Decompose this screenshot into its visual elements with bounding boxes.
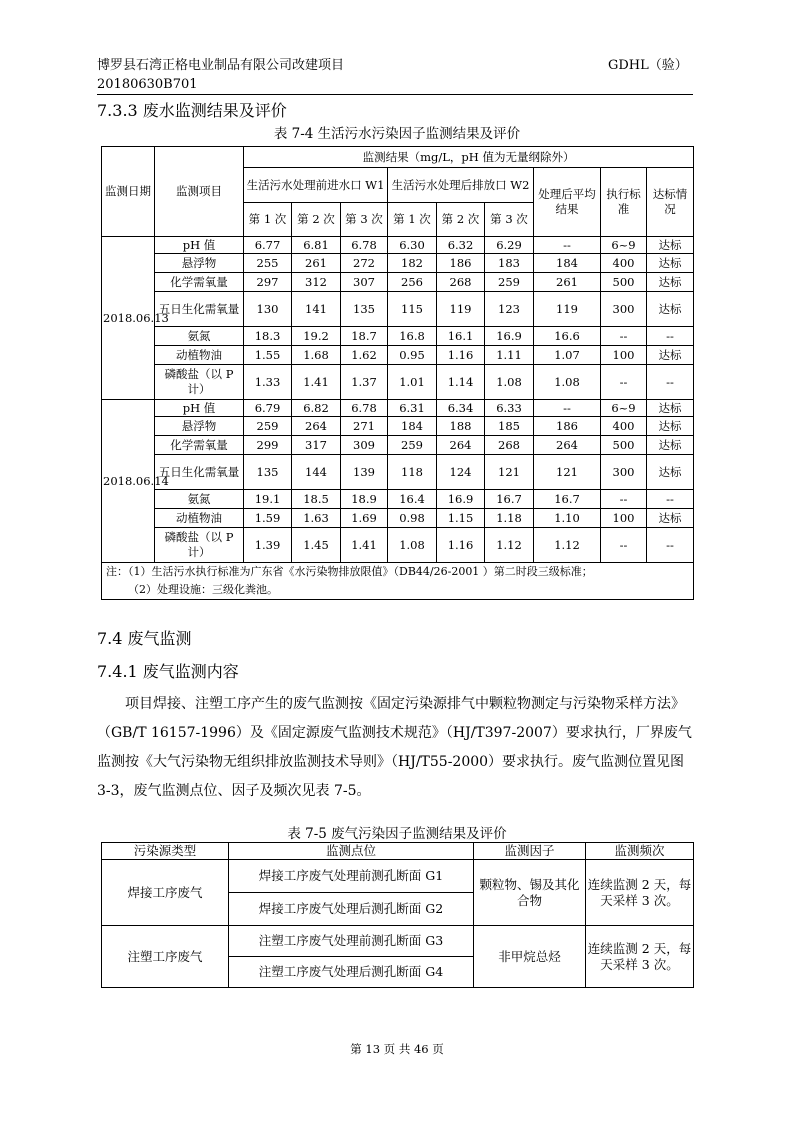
value-cell: 19.1 bbox=[244, 490, 292, 509]
item-cell: 五日生化需氧量 bbox=[155, 292, 244, 327]
molding-frequency: 连续监测 2 天，每天采样 3 次。 bbox=[586, 926, 694, 988]
item-cell: 化学需氧量 bbox=[155, 273, 244, 292]
value-cell: 6.32 bbox=[437, 237, 485, 254]
value-cell: 达标 bbox=[647, 417, 694, 436]
value-cell: 1.62 bbox=[341, 346, 388, 365]
value-cell: 115 bbox=[388, 292, 437, 327]
value-cell: -- bbox=[647, 490, 694, 509]
value-cell: 121 bbox=[534, 455, 601, 490]
page-footer: 第 13 页 共 46 页 bbox=[350, 1042, 444, 1056]
table1-note bbox=[102, 563, 694, 600]
item-cell: 悬浮物 bbox=[155, 254, 244, 273]
value-cell: 6.78 bbox=[341, 400, 388, 417]
value-cell: 0.98 bbox=[388, 509, 437, 528]
header-standard: 执行标准 bbox=[601, 168, 647, 237]
value-cell: 6.31 bbox=[388, 400, 437, 417]
note-line-1: 注：（1）生活污水执行标准为广东省《水污染物排放限值》（DB44/26-2001 ）第二时段三级标准； bbox=[106, 565, 593, 578]
value-cell: 1.69 bbox=[341, 509, 388, 528]
value-cell: 1.12 bbox=[534, 528, 601, 563]
value-cell: 256 bbox=[388, 273, 437, 292]
value-cell: 141 bbox=[292, 292, 341, 327]
value-cell: 135 bbox=[341, 292, 388, 327]
welding-factor: 颗粒物、锡及其化合物 bbox=[474, 860, 586, 926]
t2-header-frequency: 监测频次 bbox=[586, 843, 694, 860]
value-cell: 16.7 bbox=[485, 490, 534, 509]
table-row bbox=[102, 365, 694, 400]
value-cell: 312 bbox=[292, 273, 341, 292]
section-heading-7-4: 7.4 废气监测 bbox=[97, 629, 192, 648]
date-cell: 2018.06.14 bbox=[102, 400, 155, 563]
header-average: 处理后平均结果 bbox=[534, 168, 601, 237]
table-row bbox=[102, 490, 694, 509]
molding-factor: 非甲烷总烃 bbox=[474, 926, 586, 988]
value-cell: 186 bbox=[437, 254, 485, 273]
value-cell: 123 bbox=[485, 292, 534, 327]
value-cell: 1.07 bbox=[534, 346, 601, 365]
header-date: 监测日期 bbox=[102, 147, 155, 237]
value-cell: 272 bbox=[341, 254, 388, 273]
note-line-2: （2）处理设施：三级化粪池。 bbox=[128, 583, 278, 596]
value-cell: 0.95 bbox=[388, 346, 437, 365]
item-cell: pH 值 bbox=[155, 400, 244, 417]
value-cell: 达标 bbox=[647, 292, 694, 327]
value-cell: 达标 bbox=[647, 455, 694, 490]
value-cell: 118 bbox=[388, 455, 437, 490]
value-cell: 144 bbox=[292, 455, 341, 490]
date-cell: 2018.06.13 bbox=[102, 237, 155, 400]
value-cell: 297 bbox=[244, 273, 292, 292]
value-cell: 299 bbox=[244, 436, 292, 455]
value-cell: 18.3 bbox=[244, 327, 292, 346]
value-cell: 达标 bbox=[647, 254, 694, 273]
value-cell: 271 bbox=[341, 417, 388, 436]
item-cell: 动植物油 bbox=[155, 346, 244, 365]
value-cell: 259 bbox=[244, 417, 292, 436]
table-row bbox=[102, 254, 694, 273]
header-item: 监测项目 bbox=[155, 147, 244, 237]
value-cell: 19.2 bbox=[292, 327, 341, 346]
header-time-3: 第 3 次 bbox=[485, 203, 534, 237]
table-row bbox=[102, 436, 694, 455]
value-cell: 1.16 bbox=[437, 346, 485, 365]
value-cell: 16.1 bbox=[437, 327, 485, 346]
value-cell: -- bbox=[534, 237, 601, 254]
item-cell: pH 值 bbox=[155, 237, 244, 254]
value-cell: 6.34 bbox=[437, 400, 485, 417]
value-cell: 400 bbox=[601, 254, 647, 273]
header-w2: 生活污水处理后排放口 W2 bbox=[388, 168, 534, 203]
item-cell: 磷酸盐（以 P 计） bbox=[155, 365, 244, 400]
value-cell: 16.9 bbox=[485, 327, 534, 346]
value-cell: 130 bbox=[244, 292, 292, 327]
value-cell: 6.82 bbox=[292, 400, 341, 417]
value-cell: 184 bbox=[534, 254, 601, 273]
wastewater-table bbox=[101, 146, 694, 600]
value-cell: -- bbox=[601, 365, 647, 400]
value-cell: 1.45 bbox=[292, 528, 341, 563]
value-cell: 500 bbox=[601, 273, 647, 292]
value-cell: 6.81 bbox=[292, 237, 341, 254]
value-cell: 1.12 bbox=[485, 528, 534, 563]
value-cell: 139 bbox=[341, 455, 388, 490]
value-cell: 268 bbox=[437, 273, 485, 292]
value-cell: 1.08 bbox=[534, 365, 601, 400]
item-cell: 氨氮 bbox=[155, 490, 244, 509]
item-cell: 动植物油 bbox=[155, 509, 244, 528]
value-cell: 1.41 bbox=[341, 528, 388, 563]
value-cell: -- bbox=[534, 400, 601, 417]
value-cell: 达标 bbox=[647, 346, 694, 365]
value-cell: 264 bbox=[292, 417, 341, 436]
t2-header-source: 污染源类型 bbox=[102, 843, 229, 860]
welding-point-g1: 焊接工序废气处理前测孔断面 G1 bbox=[229, 860, 474, 893]
table-row bbox=[102, 400, 694, 417]
value-cell: 1.15 bbox=[437, 509, 485, 528]
paragraph-text: 项目焊接、注塑工序产生的废气监测按《固定污染源排气中颗粒物测定与污染物采样方法》（GB/T 16157-1996）及《固定源废气监测技术规范》（HJ/T397-2007）要求执行，厂界废气监测按《大气污染物无组织排放监测技术导则》（HJ/T55-2000）要求执行。废气监测位置见图 3-3，废气监测点位、因子及频次见表 7-5。 bbox=[97, 696, 692, 799]
value-cell: 124 bbox=[437, 455, 485, 490]
header-rule bbox=[97, 94, 693, 95]
value-cell: 183 bbox=[485, 254, 534, 273]
value-cell: 309 bbox=[341, 436, 388, 455]
t2-header-factor: 监测因子 bbox=[474, 843, 586, 860]
value-cell: 16.6 bbox=[534, 327, 601, 346]
table-row bbox=[102, 346, 694, 365]
value-cell: 18.7 bbox=[341, 327, 388, 346]
value-cell: 259 bbox=[485, 273, 534, 292]
value-cell: 1.37 bbox=[341, 365, 388, 400]
value-cell: 1.08 bbox=[485, 365, 534, 400]
value-cell: 268 bbox=[485, 436, 534, 455]
value-cell: 6.33 bbox=[485, 400, 534, 417]
value-cell: 18.5 bbox=[292, 490, 341, 509]
value-cell: 186 bbox=[534, 417, 601, 436]
t2-header-point: 监测点位 bbox=[229, 843, 474, 860]
welding-point-g2: 焊接工序废气处理后测孔断面 G2 bbox=[229, 893, 474, 926]
value-cell: 264 bbox=[534, 436, 601, 455]
table-row bbox=[102, 237, 694, 254]
value-cell: -- bbox=[601, 528, 647, 563]
value-cell: 1.08 bbox=[388, 528, 437, 563]
value-cell: 119 bbox=[534, 292, 601, 327]
value-cell: 185 bbox=[485, 417, 534, 436]
report-code: 20180630B701 bbox=[97, 77, 198, 92]
page-header-right: GDHL（验） bbox=[608, 58, 688, 73]
value-cell: 1.59 bbox=[244, 509, 292, 528]
item-cell: 磷酸盐（以 P 计） bbox=[155, 528, 244, 563]
value-cell: 1.55 bbox=[244, 346, 292, 365]
value-cell: 16.4 bbox=[388, 490, 437, 509]
value-cell: 6~9 bbox=[601, 400, 647, 417]
value-cell: -- bbox=[601, 490, 647, 509]
value-cell: 261 bbox=[534, 273, 601, 292]
value-cell: 18.9 bbox=[341, 490, 388, 509]
value-cell: 1.16 bbox=[437, 528, 485, 563]
page-header-left bbox=[97, 56, 344, 94]
value-cell: 1.68 bbox=[292, 346, 341, 365]
header-w1: 生活污水处理前进水口 W1 bbox=[244, 168, 388, 203]
value-cell: 255 bbox=[244, 254, 292, 273]
value-cell: 307 bbox=[341, 273, 388, 292]
header-time-1: 第 1 次 bbox=[388, 203, 437, 237]
value-cell: 188 bbox=[437, 417, 485, 436]
value-cell: 1.33 bbox=[244, 365, 292, 400]
section-heading-7-3-3: 7.3.3 废水监测结果及评价 bbox=[97, 101, 287, 120]
welding-source: 焊接工序废气 bbox=[102, 860, 229, 926]
value-cell: 6.77 bbox=[244, 237, 292, 254]
section-heading-7-4-1: 7.4.1 废气监测内容 bbox=[97, 662, 239, 681]
value-cell: 6.78 bbox=[341, 237, 388, 254]
header-evaluation: 达标情况 bbox=[647, 168, 694, 237]
value-cell: 100 bbox=[601, 509, 647, 528]
table-row bbox=[102, 528, 694, 563]
table-row bbox=[102, 273, 694, 292]
welding-frequency: 连续监测 2 天，每天采样 3 次。 bbox=[586, 860, 694, 926]
value-cell: 1.10 bbox=[534, 509, 601, 528]
molding-point-g4: 注塑工序废气处理后测孔断面 G4 bbox=[229, 957, 474, 988]
value-cell: 达标 bbox=[647, 509, 694, 528]
value-cell: 1.01 bbox=[388, 365, 437, 400]
value-cell: 500 bbox=[601, 436, 647, 455]
item-cell: 氨氮 bbox=[155, 327, 244, 346]
value-cell: 6.79 bbox=[244, 400, 292, 417]
value-cell: 184 bbox=[388, 417, 437, 436]
value-cell: 达标 bbox=[647, 400, 694, 417]
table-row bbox=[102, 417, 694, 436]
exhaust-gas-table bbox=[101, 842, 694, 988]
value-cell: 1.18 bbox=[485, 509, 534, 528]
table-row bbox=[102, 509, 694, 528]
value-cell: 119 bbox=[437, 292, 485, 327]
value-cell: 182 bbox=[388, 254, 437, 273]
table-row bbox=[102, 327, 694, 346]
value-cell: 6~9 bbox=[601, 237, 647, 254]
monitoring-paragraph bbox=[97, 690, 697, 806]
item-cell: 化学需氧量 bbox=[155, 436, 244, 455]
value-cell: 6.30 bbox=[388, 237, 437, 254]
value-cell: -- bbox=[647, 327, 694, 346]
header-time-2: 第 2 次 bbox=[437, 203, 485, 237]
value-cell: 16.9 bbox=[437, 490, 485, 509]
header-result: 监测结果（mg/L，pH 值为无量纲除外） bbox=[244, 147, 694, 168]
item-cell: 悬浮物 bbox=[155, 417, 244, 436]
value-cell: 100 bbox=[601, 346, 647, 365]
value-cell: 121 bbox=[485, 455, 534, 490]
header-time-2: 第 2 次 bbox=[292, 203, 341, 237]
value-cell: 16.7 bbox=[534, 490, 601, 509]
table-row bbox=[102, 455, 694, 490]
value-cell: -- bbox=[647, 528, 694, 563]
molding-source: 注塑工序废气 bbox=[102, 926, 229, 988]
value-cell: 达标 bbox=[647, 273, 694, 292]
value-cell: 259 bbox=[388, 436, 437, 455]
value-cell: 达标 bbox=[647, 436, 694, 455]
value-cell: 1.11 bbox=[485, 346, 534, 365]
value-cell: 135 bbox=[244, 455, 292, 490]
value-cell: 16.8 bbox=[388, 327, 437, 346]
value-cell: 6.29 bbox=[485, 237, 534, 254]
table2-caption: 表 7-5 废气污染因子监测结果及评价 bbox=[287, 826, 507, 842]
project-name: 博罗县石湾正格电业制品有限公司改建项目 bbox=[97, 58, 345, 73]
header-time-3: 第 3 次 bbox=[341, 203, 388, 237]
header-time-1: 第 1 次 bbox=[244, 203, 292, 237]
molding-point-g3: 注塑工序废气处理前测孔断面 G3 bbox=[229, 926, 474, 957]
value-cell: 317 bbox=[292, 436, 341, 455]
value-cell: -- bbox=[601, 327, 647, 346]
value-cell: 400 bbox=[601, 417, 647, 436]
value-cell: 1.41 bbox=[292, 365, 341, 400]
table1-caption: 表 7-4 生活污水污染因子监测结果及评价 bbox=[273, 126, 521, 142]
value-cell: 1.14 bbox=[437, 365, 485, 400]
value-cell: -- bbox=[647, 365, 694, 400]
value-cell: 300 bbox=[601, 292, 647, 327]
value-cell: 264 bbox=[437, 436, 485, 455]
value-cell: 1.39 bbox=[244, 528, 292, 563]
value-cell: 261 bbox=[292, 254, 341, 273]
item-cell: 五日生化需氧量 bbox=[155, 455, 244, 490]
value-cell: 300 bbox=[601, 455, 647, 490]
table-row bbox=[102, 292, 694, 327]
value-cell: 达标 bbox=[647, 237, 694, 254]
value-cell: 1.63 bbox=[292, 509, 341, 528]
